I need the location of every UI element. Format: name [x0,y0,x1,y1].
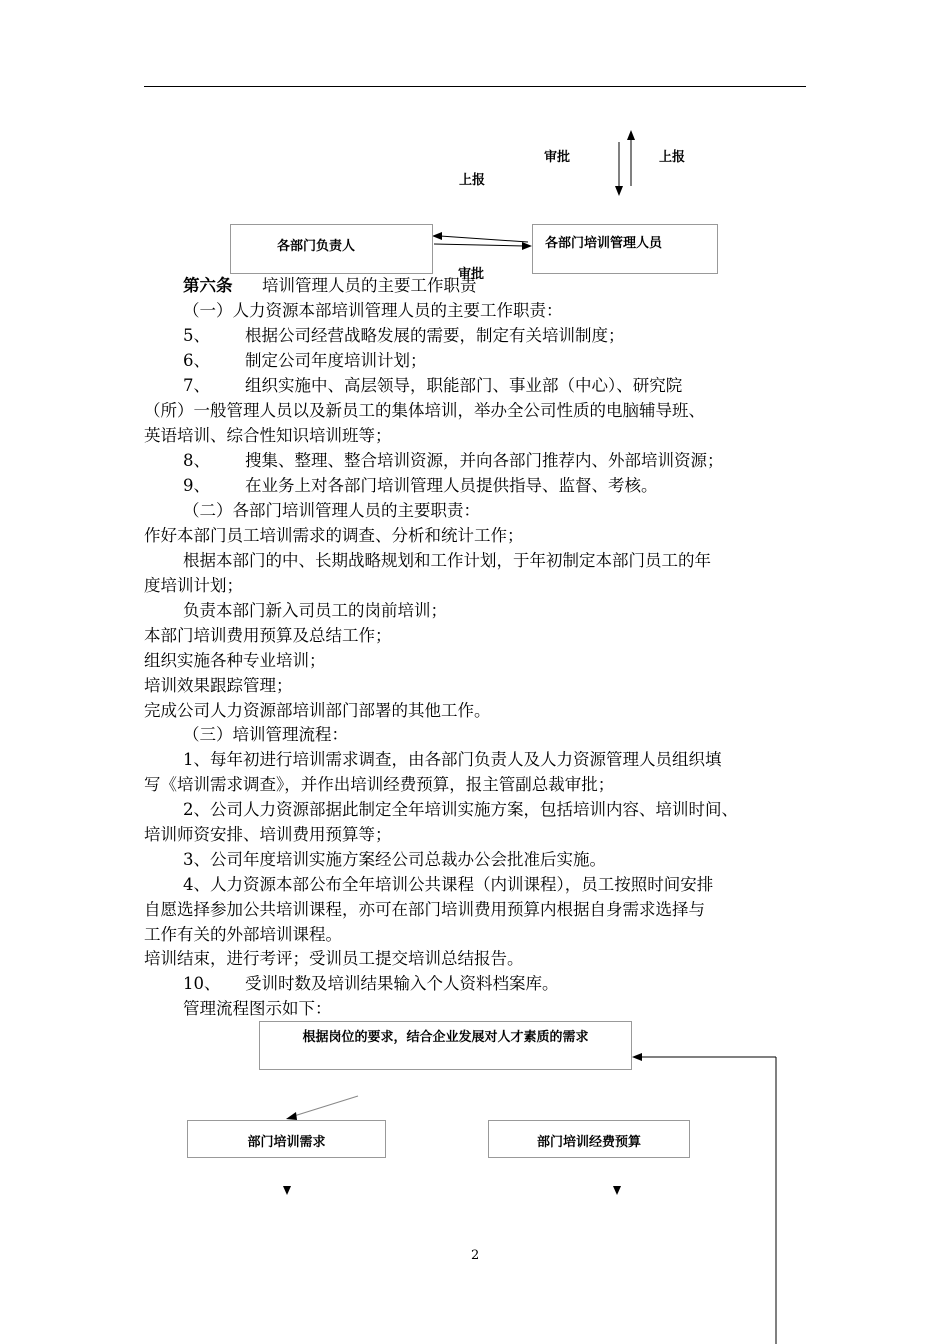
label-approve-top: 审批 [544,150,571,165]
flow-box-dept-need-label: 部门培训需求 [247,1135,326,1150]
section2-line5: 组织实施各种专业培训； [144,651,326,670]
section2-title: （二）各部门培训管理人员的主要职责： [183,501,480,520]
section2-line4: 本部门培训费用预算及总结工作； [144,626,392,645]
item7-num: 7、 [183,376,210,395]
flow-top-box [259,1021,632,1070]
section2-line2b: 度培训计划； [144,576,243,595]
step10-num: 10、 [183,974,221,993]
label-report-left: 上报 [459,173,486,188]
step1-line-a: 1、每年初进行培训需求调查，由各部门负责人及人力资源管理人员组织填 [183,750,722,769]
section2-line3: 负责本部门新入司员工的岗前培训； [183,601,447,620]
step4-line-b: 自愿选择参加公共培训课程，亦可在部门培训费用预算内根据自身需求选择与 [144,900,705,919]
label-approve-bottom: 审批 [458,267,485,282]
section1-title: （一）人力资源本部培训管理人员的主要工作职责： [183,301,563,320]
arrow-h-bottom [434,244,524,246]
flow-feedback-arrowhead [632,1053,642,1061]
arrow-right-head [522,242,532,250]
arrow-down-head [615,186,623,196]
step3-line: 3、公司年度培训实施方案经公司总裁办公会批准后实施。 [183,850,606,869]
step2-line-a: 2、公司人力资源部据此制定全年培训实施方案，包括培训内容、培训时间、 [183,800,738,819]
flow-intro: 管理流程图示如下： [183,999,332,1018]
article-heading: 培训管理人员的主要工作职责 [262,276,477,295]
item5-num: 5、 [183,326,210,345]
step5-line: 培训结束，进行考评；受训员工提交培训总结报告。 [144,949,524,968]
flow-right-down-arrow [613,1186,621,1195]
step2-line-b: 培训师资安排、培训费用预算等； [144,825,392,844]
box-dept-head-label: 各部门负责人 [277,239,356,254]
flow-diag-line [294,1096,358,1116]
step1-line-b: 写《培训需求调查》，并作出培训经费预算，报主管副总裁审批； [144,775,615,794]
arrow-h-top [440,236,528,242]
step10-text: 受训时数及培训结果输入个人资料档案库。 [245,974,559,993]
item7-text-l3: 英语培训、综合性知识培训班等； [144,426,392,445]
page-number: 2 [471,1248,480,1263]
flow-box-dept-budget-label: 部门培训经费预算 [536,1135,641,1150]
item7-text-l1: 组织实施中、高层领导，职能部门、事业部（中心）、研究院 [245,376,683,395]
flow-box-dept-budget [488,1120,690,1158]
box-dept-trainer-label: 各部门培训管理人员 [545,236,663,251]
label-report-right: 上报 [659,150,686,165]
flow-diag-arrowhead [286,1112,297,1120]
section3-title: （三）培训管理流程： [183,725,348,744]
item8-num: 8、 [183,451,210,470]
item6-num: 6、 [183,351,210,370]
item7-text-l2: （所）一般管理人员以及新员工的集体培训，举办全公司性质的电脑辅导班、 [144,401,705,420]
section2-line6: 培训效果跟踪管理； [144,676,293,695]
box-dept-trainer [532,224,718,274]
flow-box-dept-need [187,1120,386,1158]
step4-line-c: 工作有关的外部培训课程。 [144,925,342,944]
item8-text: 搜集、整理、整合培训资源，并向各部门推荐内、外部培训资源； [245,451,724,470]
flow-left-down-arrow [283,1186,291,1195]
section2-line1: 作好本部门员工培训需求的调查、分析和统计工作； [144,526,524,545]
arrow-up-head [627,130,635,140]
section2-line7: 完成公司人力资源部培训部门部署的其他工作。 [144,701,491,720]
arrow-left-head [432,232,442,240]
step4-line-a: 4、人力资源本部公布全年培训公共课程（内训课程），员工按照时间安排 [183,875,714,894]
item5-text: 根据公司经营战略发展的需要，制定有关培训制度； [245,326,625,345]
item9-num: 9、 [183,476,210,495]
flow-top-box-label: 根据岗位的要求，结合企业发展对人才素质的需求 [302,1030,589,1045]
box-dept-head [230,224,433,274]
section2-line2a: 根据本部门的中、长期战略规划和工作计划，于年初制定本部门员工的年 [183,551,711,570]
item9-text: 在业务上对各部门培训管理人员提供指导、监督、考核。 [245,476,658,495]
item6-text: 制定公司年度培训计划； [245,351,427,370]
article-title: 第六条 [183,276,233,295]
